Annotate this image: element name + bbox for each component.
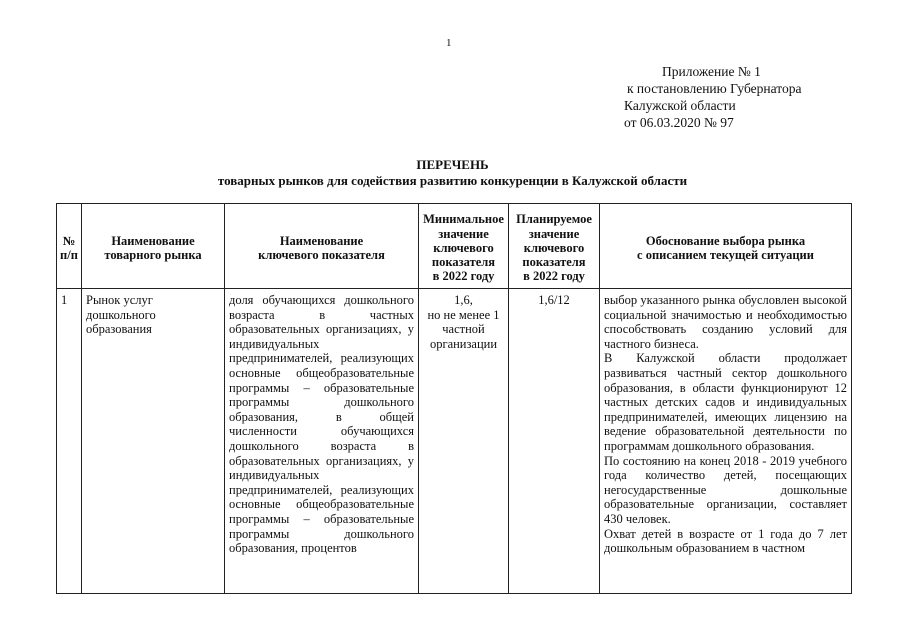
header-min-value: Минимальное значение ключевого показателя в 2022 году bbox=[419, 204, 509, 289]
header-rationale: Обоснование выбора рынка с описанием текущей ситуации bbox=[600, 204, 852, 289]
header-market: Наименование товарного рынка bbox=[82, 204, 225, 289]
header-indicator: Наименование ключевого показателя bbox=[225, 204, 419, 289]
header-planned-value: Планируемое значение ключевого показателя в 2022 году bbox=[509, 204, 600, 289]
appendix-decree: к постановлению Губернатора bbox=[627, 81, 802, 96]
appendix-header bbox=[624, 63, 801, 131]
markets-table bbox=[56, 203, 852, 594]
indicator-name: доля обучающихся дошкольного возраста в частных образовательных организациях, у индивидуальных предпринимателей, реализующих основные общеобразовательные программы – образовательные программы дошкольного образования, в общей численности обучающихся дошкольного возраста в образовательных организациях, у индивидуальных предпринимателей, реализующих основные общеобразовательные программы – образовательные программы дошкольного образования, процентов bbox=[225, 289, 419, 594]
title-subtitle: товарных рынков для содействия развитию конкуренции в Калужской области bbox=[217, 173, 688, 188]
table-row bbox=[57, 289, 852, 594]
appendix-region: Калужской области bbox=[624, 98, 736, 113]
min-value: 1,6, но не менее 1 частной организации bbox=[419, 289, 509, 594]
rationale-text: выбор указанного рынка обусловлен высокой социальной значимостью и необходимостью способствовать созданию условий для частного бизнеса. В Калужской области продолжает развиваться частный сектор дошкольного образования, в области функционируют 12 частных детских садов и индивидуальных предпринимателей, имеющих лицензию на ведение образовательной деятельности по программам дошкольного образования. По состоянию на конец 2018 - 2019 учебного года количество детей, посещающих негосударственные дошкольные образовательные организации, составляет 430 человек. Охват детей в возрасте от 1 года до 7 лет дошкольным образованием в частном bbox=[600, 289, 852, 594]
title-main: ПЕРЕЧЕНЬ bbox=[416, 157, 489, 172]
appendix-date: от 06.03.2020 № 97 bbox=[624, 115, 734, 130]
page-number: 1 bbox=[446, 37, 452, 49]
planned-value: 1,6/12 bbox=[509, 289, 600, 594]
market-name: Рынок услуг дошкольного образования bbox=[82, 289, 225, 594]
document-title bbox=[0, 157, 905, 189]
table-header-row bbox=[57, 204, 852, 289]
row-number: 1 bbox=[57, 289, 82, 594]
header-num: № п/п bbox=[57, 204, 82, 289]
appendix-title: Приложение № 1 bbox=[662, 64, 761, 79]
